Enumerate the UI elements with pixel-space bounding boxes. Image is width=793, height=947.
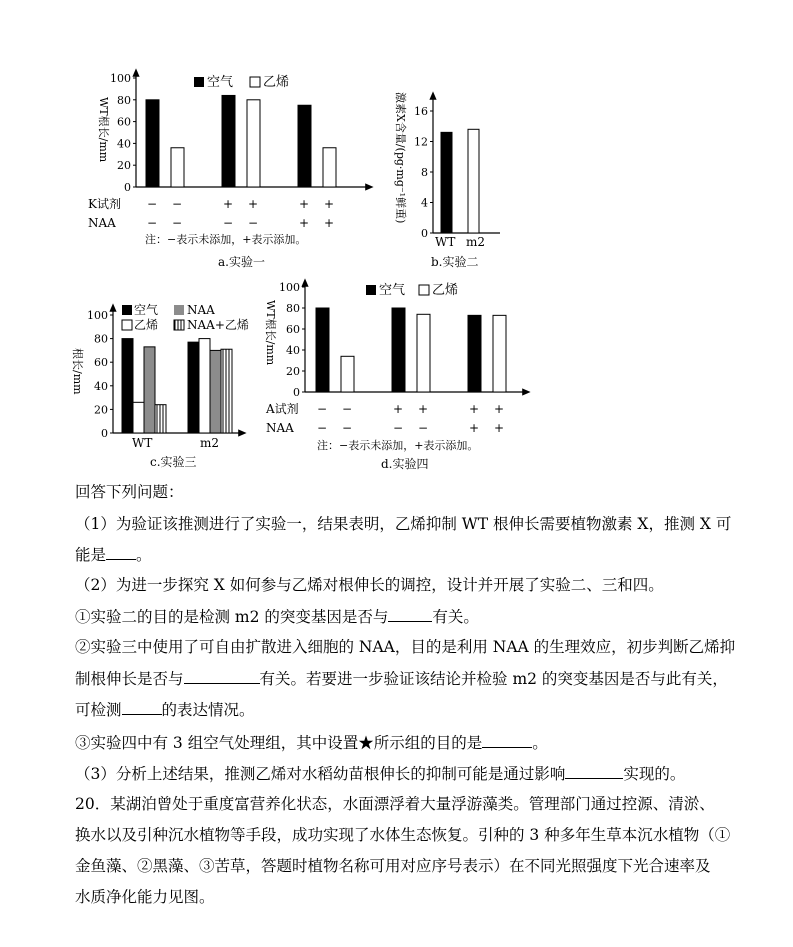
y-tick-label: 60: [94, 356, 108, 370]
y-tick-label: 20: [286, 365, 300, 378]
y-tick-label: 100: [110, 72, 131, 85]
treatment-mark: −: [417, 421, 429, 435]
bar-ethylene: [199, 339, 210, 433]
answer-blank[interactable]: [565, 763, 623, 779]
bar-naa: [144, 347, 155, 433]
text-segment: ①实验二的目的是检测 m2 的突变基因是否与: [75, 608, 389, 626]
chart-title: c.实验三: [150, 455, 197, 469]
treatment-mark: +: [247, 197, 259, 211]
treatment-mark: −: [316, 421, 328, 435]
legend-swatch-ethylene: [122, 320, 132, 330]
text-line: [75, 763, 685, 784]
axis-ylabel: 根长/mm: [71, 348, 84, 395]
text-line: ②实验三中使用了可自由扩散进入细胞的 NAA，目的是利用 NAA 的生理效应，初步判断乙烯抑: [75, 638, 736, 656]
text-line: [75, 544, 152, 565]
bar-naa-ethylene: [155, 405, 166, 433]
y-tick-label: 4: [421, 196, 428, 210]
category-label: WT: [435, 235, 456, 249]
bar-ethylene: [417, 314, 430, 392]
category-label: m2: [466, 235, 486, 249]
row-label-naa: NAA: [88, 216, 116, 230]
bar-air: [298, 105, 311, 187]
text-segment: ③实验四中有 3 组空气处理组，其中设置★所示组的目的是: [75, 734, 483, 752]
bar-air: [146, 100, 159, 187]
axis-ylabel: 激素X含量/(pg·mg⁻¹鲜重): [394, 92, 407, 224]
legend-swatch-air: [122, 305, 132, 315]
treatment-mark: −: [146, 197, 158, 211]
text-line: [75, 699, 255, 720]
legend-label-ethylene: 乙烯: [263, 75, 290, 90]
treatment-mark: +: [493, 421, 505, 435]
axis-ylabel: WT根长/mm: [97, 97, 110, 163]
category-label: WT: [132, 436, 153, 450]
text-segment: 可检测: [75, 701, 122, 719]
answer-blank[interactable]: [482, 732, 532, 748]
treatment-mark: +: [468, 402, 480, 416]
y-tick-label: 8: [421, 166, 428, 179]
treatment-mark: +: [323, 216, 335, 230]
chart-a: [88, 72, 370, 269]
treatment-mark: +: [222, 197, 234, 211]
text-line: [75, 732, 548, 753]
text-line: （2）为进一步探究 X 如何参与乙烯对根伸长的调控，设计并开展了实验二、三和四。: [75, 576, 664, 594]
text-line: [75, 668, 728, 689]
text-segment: 制根伸长是否与: [75, 670, 184, 688]
chart-c: [71, 302, 249, 469]
y-tick-label: 100: [279, 281, 300, 294]
chart-title: d.实验四: [381, 457, 429, 471]
y-tick-label: 40: [286, 344, 300, 357]
legend-label-ethylene: 乙烯: [134, 318, 159, 332]
bar-ethylene: [247, 100, 260, 187]
legend-swatch-naa: [174, 305, 184, 315]
y-tick-label: 0: [124, 181, 131, 194]
legend-label-air: 空气: [379, 283, 406, 298]
legend-label-ethylene: 乙烯: [432, 283, 459, 298]
text-segment: 。: [136, 546, 152, 564]
y-tick-label: 0: [293, 386, 300, 399]
treatment-mark: −: [392, 421, 404, 435]
legend-swatch-naa-ethylene: [174, 320, 184, 330]
category-label: m2: [200, 436, 220, 450]
bar-ethylene: [133, 402, 144, 433]
text-segment: 。: [532, 734, 548, 752]
bar-ethylene: [493, 315, 506, 392]
text-segment: 能是: [75, 546, 107, 564]
text-line: 回答下列问题：: [75, 483, 184, 501]
legend-swatch-air: [366, 285, 376, 295]
treatment-mark: −: [171, 197, 183, 211]
treatment-mark: +: [298, 197, 310, 211]
y-tick-label: 16: [414, 105, 428, 118]
chart-title: a.实验一: [218, 255, 265, 269]
y-tick-label: 60: [286, 323, 300, 336]
axis-ylabel: WT根长/mm: [264, 300, 277, 366]
treatment-mark: −: [341, 421, 353, 435]
chart-title: b.实验二: [431, 255, 479, 269]
y-tick-label: 40: [117, 137, 131, 151]
bar-naa-ethylene: [221, 349, 232, 433]
answer-blank[interactable]: [106, 544, 136, 560]
bar-ethylene: [171, 148, 184, 187]
chart-note: 注：−表示未添加，+表示添加。: [317, 439, 479, 452]
legend-swatch-ethylene: [419, 285, 429, 295]
text-segment: 的表达情况。: [161, 701, 255, 719]
y-tick-label: 0: [421, 227, 428, 240]
text-segment: 有关。若要进一步验证该结论并检验 m2 的突变基因是否与此有关，: [259, 670, 728, 688]
text-line: 20．某湖泊曾处于重度富营养化状态，水面漂浮着大量浮游藻类。管理部门通过控源、清淤、: [75, 795, 715, 813]
text-line: （1）为验证该推测进行了实验一，结果表明，乙烯抑制 WT 根伸长需要植物激素 X，推测 X 可: [75, 515, 732, 533]
legend-label-air: 空气: [134, 303, 159, 317]
treatment-mark: −: [247, 216, 259, 230]
row-label-naa: NAA: [266, 421, 294, 435]
text-line: [75, 606, 479, 627]
treatment-mark: −: [222, 216, 234, 230]
treatment-mark: +: [298, 216, 310, 230]
bar-wt: [441, 132, 452, 233]
chart-d: [264, 281, 527, 471]
y-tick-label: 80: [286, 302, 300, 315]
chart-note: 注：−表示未添加，+表示添加。: [145, 233, 307, 246]
legend-label-air: 空气: [207, 75, 234, 90]
bar-m2: [468, 129, 479, 233]
bar-air: [316, 308, 329, 392]
treatment-mark: −: [341, 402, 353, 416]
y-tick-label: 20: [117, 159, 131, 173]
text-segment: 有关。: [432, 608, 479, 626]
bar-air: [122, 339, 133, 433]
text-line: 金鱼藻、②黑藻、③苦草，答题时植物名称可用对应序号表示）在不同光照强度下光合速率及: [75, 857, 711, 875]
legend-swatch-air: [194, 77, 204, 87]
row-label-k: K试剂: [88, 197, 121, 211]
treatment-mark: +: [417, 402, 429, 416]
y-tick-label: 80: [94, 332, 108, 346]
text-segment: 实现的。: [623, 765, 686, 783]
legend-label-naa: NAA: [187, 303, 215, 317]
treatment-mark: −: [146, 216, 158, 230]
bar-ethylene: [341, 356, 354, 392]
answer-blank[interactable]: [122, 699, 162, 715]
bar-naa: [210, 350, 221, 433]
legend-swatch-ethylene: [250, 77, 260, 87]
y-tick-label: 20: [94, 403, 108, 417]
treatment-mark: +: [323, 197, 335, 211]
bar-air: [468, 315, 481, 392]
y-tick-label: 0: [101, 427, 108, 440]
text-segment: （3）分析上述结果，推测乙烯对水稻幼苗根伸长的抑制可能是通过影响: [75, 765, 566, 783]
treatment-mark: +: [493, 402, 505, 416]
treatment-mark: +: [392, 402, 404, 416]
bar-air: [222, 95, 235, 187]
treatment-mark: −: [171, 216, 183, 230]
treatment-mark: +: [468, 421, 480, 435]
y-tick-label: 12: [414, 135, 428, 149]
answer-blank[interactable]: [184, 668, 260, 684]
y-tick-label: 80: [117, 93, 131, 107]
bar-air: [188, 342, 199, 433]
legend-label-naa-ethylene: NAA+乙烯: [187, 318, 249, 332]
y-tick-label: 40: [94, 379, 108, 393]
text-line: 换水以及引种沉水植物等手段，成功实现了水体生态恢复。引种的 3 种多年生草本沉水植物（①: [75, 826, 731, 844]
bar-air: [392, 308, 405, 392]
answer-blank[interactable]: [388, 606, 432, 622]
bar-ethylene: [323, 148, 336, 187]
chart-b: [394, 92, 500, 269]
row-label-a: A试剂: [266, 402, 299, 416]
text-line: 水质净化能力见图。: [75, 888, 215, 906]
y-tick-label: 60: [117, 115, 131, 129]
treatment-mark: −: [316, 402, 328, 416]
y-tick-label: 100: [87, 309, 108, 322]
